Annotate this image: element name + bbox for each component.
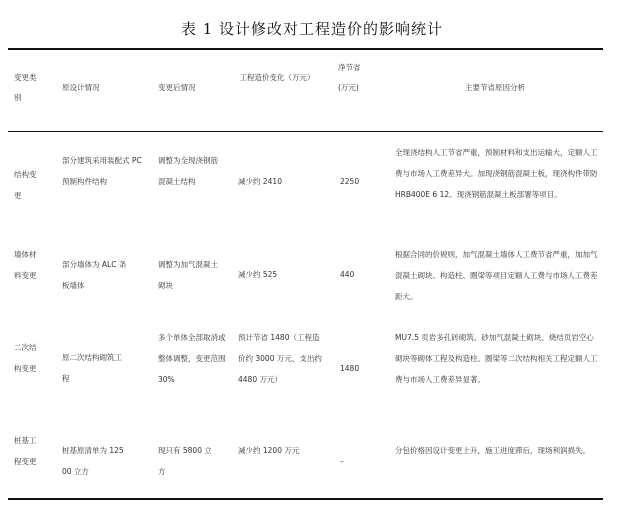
header-reason: 主要节省原因分析	[465, 83, 525, 92]
row-2-saving: 440	[340, 270, 355, 279]
table-title: 表 1 设计修改对工程造价的影响统计	[180, 20, 444, 38]
row-1-changed: 调整为全现浇钢筋混凝土结构	[158, 156, 218, 186]
row-1-saving: 2250	[340, 177, 360, 186]
row-4-changed: 现只有 5800 立方	[158, 446, 212, 476]
row-1-reason: 全现浇结构人工节省严重，预制材料和支出运输大，定额人工费与市场人工费差异大。加现浇钢筋混凝土板，现浇构件带防 HRB400E 6 12。现浇钢筋混凝土板部署等项目。	[395, 148, 598, 199]
row-3-changed: 多个单体全部取消或整体调整，变更范围 30%	[158, 333, 226, 384]
row-4-saving: –	[340, 457, 344, 466]
row-1-original: 部分建筑采用装配式 PC 预制构件结构	[62, 156, 142, 186]
table-top-rule	[8, 48, 603, 50]
row-4-cost-change: 减少约 1200 万元	[238, 446, 300, 455]
row-2-cost-change: 减少约 525	[238, 270, 278, 279]
row-3-saving: 1480	[340, 364, 360, 373]
row-2-changed: 调整为加气混凝土砌块	[158, 260, 218, 290]
header-original: 原设计情况	[62, 83, 100, 92]
row-1-cost-change: 减少约 2410	[238, 177, 282, 186]
row-4-category: 桩基工程变更	[14, 436, 37, 466]
row-3-cost-change: 预计节省 1480（工程造价约 3000 万元，支出约 4480 万元）	[238, 333, 322, 384]
row-3-category: 二次结构变更	[14, 343, 37, 373]
row-2-original: 部分墙体为 ALC 条板墙体	[62, 260, 127, 290]
header-cost-change: 工程造价变化（万元）	[239, 73, 315, 82]
row-2-reason: 根据合同的价规则，加气混凝土墙体人工费节省严重，加加气混凝土砌块、构造柱、圈梁等项目定额人工费与市场人工费差距大。	[395, 250, 598, 301]
row-3-reason: MU7.5 页岩多孔砖砌筑、砂加气混凝土砌块、烧结页岩空心砌块等砌体工程及构造柱、圈梁等二次结构相关工程定额人工费与市场人工费差异显著。	[395, 333, 598, 384]
header-category: 变更类别	[14, 73, 37, 102]
row-3-original: 原二次结构砌筑工程	[62, 353, 122, 383]
header-changed: 变更后情况	[158, 83, 196, 92]
table-header-rule	[8, 131, 603, 132]
table-bottom-rule	[8, 498, 603, 500]
row-4-original: 桩基原清单为 12500 立方	[62, 446, 124, 476]
row-2-category: 墙体材料变更	[14, 250, 37, 280]
row-1-category: 结构变更	[14, 170, 37, 200]
row-4-reason: 分包价格因设计变更上升，施工进度滞后，现场利润损失。	[395, 446, 590, 455]
header-saving: 净节省(万元)	[338, 63, 361, 92]
